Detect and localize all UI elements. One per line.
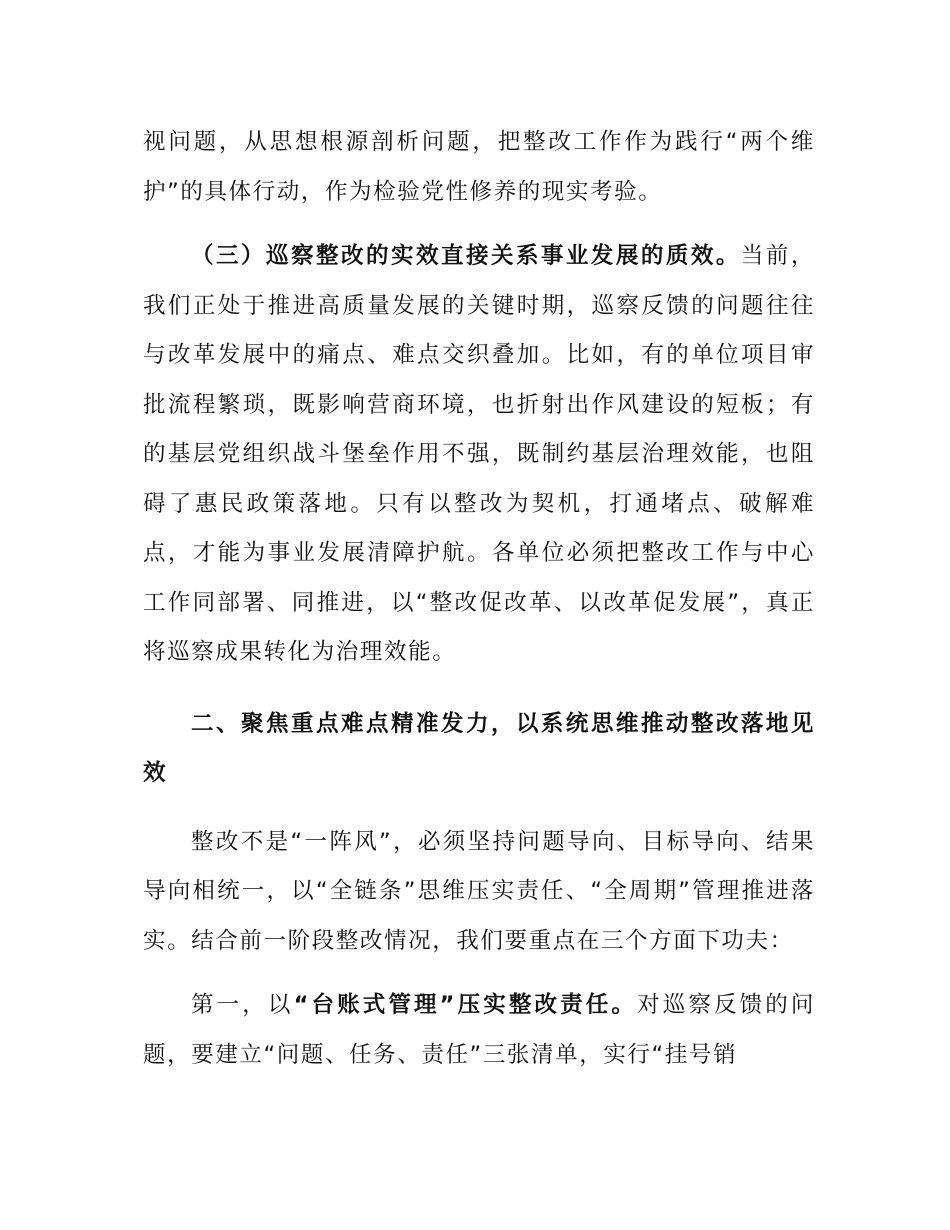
paragraph-part-two-intro: 整改不是“一阵风”，必须坚持问题导向、目标导向、结果导向相统一，以“全链条”思维压实责任、“全周期”管理推进落实。结合前一阶段整改情况，我们要重点在三个方面下功夫：	[143, 828, 815, 954]
document-body	[143, 118, 815, 1080]
section-three-body: 当前，我们正处于推进高质量发展的关键时期，巡察反馈的问题往往与改革发展中的痛点、难点交织叠加。比如，有的单位项目审批流程繁琐，既影响营商环境，也折射出作风建设的短板；有的基层党组织战斗堡垒作用不强，既制约基层治理效能，也阻碍了惠民政策落地。只有以整改为契机，打通堵点、破解难点，才能为事业发展清障护航。各单位必须把整改工作与中心工作同部署、同推进，以“整改促改革、以改革促发展”，真正将巡察成果转化为治理效能。	[143, 243, 815, 665]
point-one-heading: “台账式管理”压实整改责任。	[293, 992, 638, 1018]
paragraph-continuation: 视问题，从思想根源剖析问题，把整改工作作为践行“两个维护”的具体行动，作为检验党性修养的现实考验。	[143, 129, 815, 205]
section-three-heading: （三）巡察整改的实效直接关系事业发展的质效。	[191, 243, 741, 269]
point-one-body: 对巡察反馈的问题，要建立“问题、任务、责任”三张清单，实行“挂号销	[143, 992, 816, 1068]
paragraph-point-one	[143, 981, 815, 1080]
paragraph-section-three	[143, 232, 815, 678]
heading-part-two: 二、聚焦重点难点精准发力，以系统思维推动整改落地见效	[143, 710, 815, 786]
point-one-prefix: 第一，以	[191, 992, 294, 1018]
